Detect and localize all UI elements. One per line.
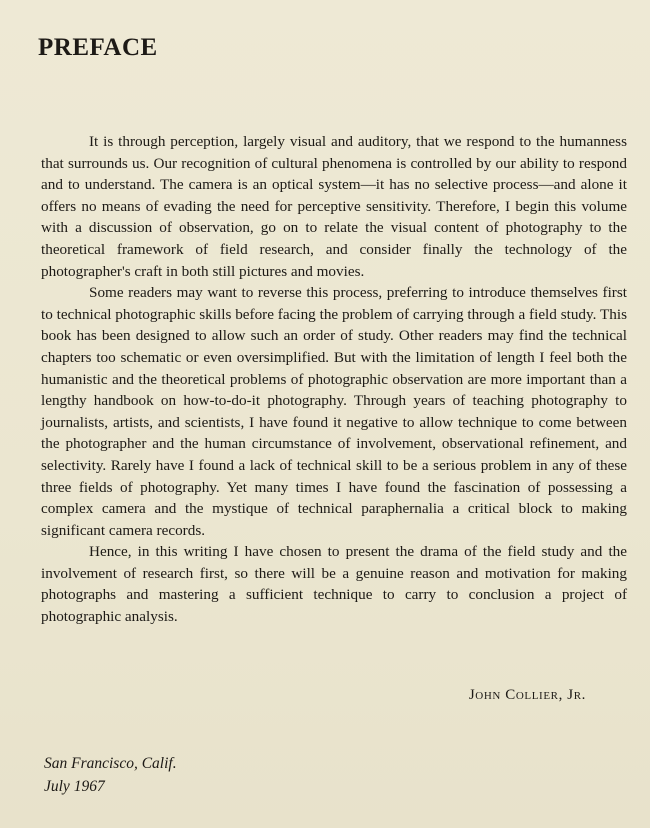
paragraph-1: It is through perception, largely visual and auditory, that we respond to the humanness that surrounds us. Our recognition of cultural phenomena is controlled by our ability to respond and to understand. The camera is an optical system—it has no selective process—and alone it offers no means of evading the need for perceptive sensitivity. Therefore, I begin this volume with a discussion of observation, go on to relate the visual content of photography to the theoretical framework of field research, and consider finally the technology of the photographer's craft in both still pictures and movies. bbox=[41, 133, 627, 280]
page-title: PREFACE bbox=[38, 34, 158, 61]
date-line: July 1967 bbox=[44, 778, 105, 795]
place-and-date bbox=[44, 752, 177, 798]
author-signature: John Collier, Jr. bbox=[468, 687, 586, 703]
paragraph-3: Hence, in this writing I have chosen to present the drama of the field study and the involvement of research first, so there will be a genuine reason and motivation for making photographs and mastering a sufficient technique to carry to conclusion a project of photographic analysis. bbox=[41, 543, 627, 626]
place-line: San Francisco, Calif. bbox=[44, 755, 177, 772]
preface-body bbox=[41, 131, 627, 628]
paragraph-2: Some readers may want to reverse this process, preferring to introduce themselves first to technical photographic skills before facing the problem of carrying through a field study. This book has been designed to allow such an order of study. Other readers may find the technical chapters too schematic or even oversimplified. But with the limitation of length I feel both the humanistic and the theoretical problems of photographic observation are more important than a lengthy handbook on how-to-do-it photography. Through years of teaching photography to journalists, artists, and scientists, I have found it negative to allow technique to come between the photographer and the human circumstance of involvement, observational refinement, and selectivity. Rarely have I found a lack of technical skill to be a serious problem in any of these three fields of photography. Yet many times I have found the fascination of possessing a complex camera and the mystique of technical paraphernalia a critical block to making significant camera records. bbox=[41, 284, 627, 539]
